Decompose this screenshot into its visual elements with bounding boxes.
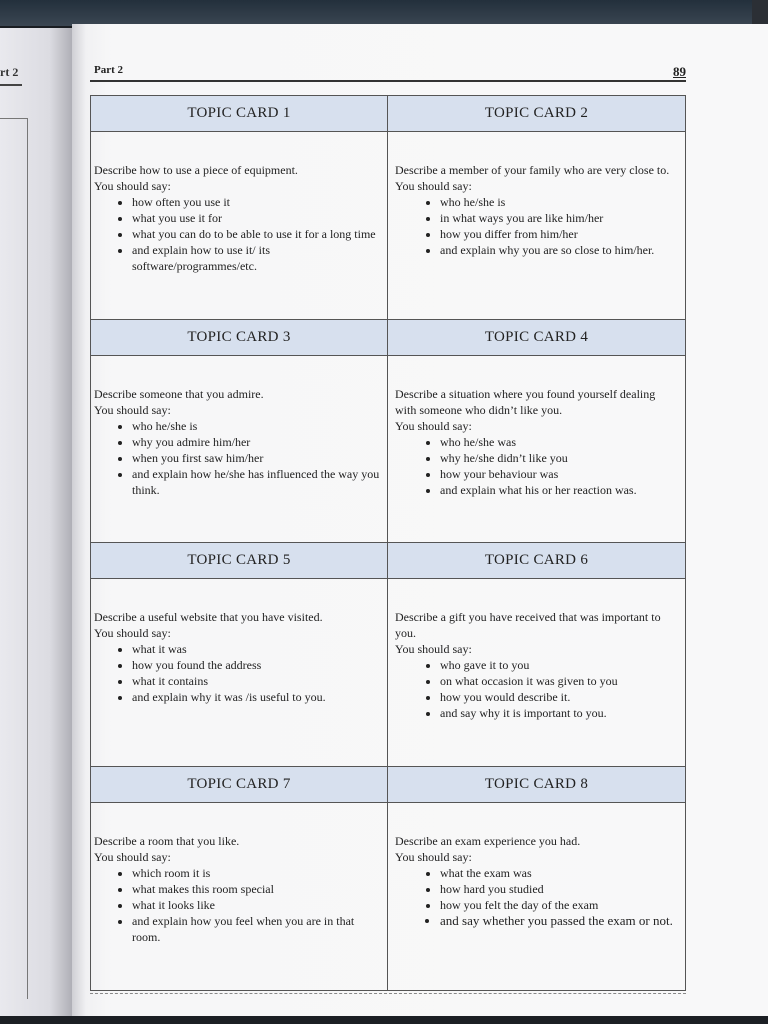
card-body	[388, 803, 685, 929]
card-bullets	[395, 865, 679, 929]
card-say: You should say:	[395, 418, 472, 433]
bullet-item: • when you first saw him/her	[132, 450, 381, 466]
header-rule	[90, 80, 686, 82]
bullet-item: • why he/she didn’t like you	[440, 450, 679, 466]
bullet-item: • why you admire him/her	[132, 434, 381, 450]
bullet-item: • and say why it is important to you.	[440, 705, 679, 721]
card-say: You should say:	[395, 849, 472, 864]
card-bullets	[94, 865, 381, 945]
bullet-item: • what it looks like	[132, 897, 381, 913]
card-say: You should say:	[395, 642, 472, 656]
bullet-item: • who gave it to you	[440, 657, 679, 673]
card-title: TOPIC CARD 7	[91, 767, 387, 803]
card-say: You should say:	[94, 626, 171, 640]
left-page-rule	[0, 84, 22, 86]
bullet-item: • how you felt the day of the exam	[440, 897, 679, 913]
bullet-item: • how you differ from him/her	[440, 226, 679, 242]
left-page-box	[0, 118, 28, 999]
bullet-item: • and say whether you passed the exam or not.	[440, 913, 679, 929]
bullet-item: • how you would describe it.	[440, 689, 679, 705]
card-body	[91, 803, 387, 945]
card-body	[388, 132, 685, 258]
card-bullets	[94, 194, 381, 274]
card-title: TOPIC CARD 2	[388, 96, 685, 132]
bullet-item: • on what occasion it was given to you	[440, 673, 679, 689]
topic-card-3	[91, 320, 388, 544]
card-title: TOPIC CARD 8	[388, 767, 685, 803]
bullet-item: • what you use it for	[132, 210, 381, 226]
bullet-item: • and explain how he/she has influenced the way you think.	[132, 466, 381, 498]
bullet-item: • and explain how you feel when you are in that room.	[132, 913, 381, 945]
bullet-item: • who he/she is	[440, 194, 679, 210]
card-title: TOPIC CARD 5	[91, 543, 387, 579]
bullet-item: • how your behaviour was	[440, 466, 679, 482]
card-say: You should say:	[94, 402, 171, 417]
bullet-item: • how you found the address	[132, 657, 381, 673]
card-bullets	[94, 418, 381, 498]
card-prompt: Describe a member of your family who are very close to.	[395, 163, 670, 177]
card-bullets	[395, 657, 679, 721]
card-bullets	[395, 434, 679, 498]
card-prompt: Describe an exam experience you had.	[395, 833, 581, 848]
top-edge-wedge	[752, 0, 768, 26]
card-body	[91, 132, 387, 274]
bullet-item: • what it contains	[132, 673, 381, 689]
card-prompt: Describe someone that you admire.	[94, 386, 264, 401]
topic-card-1	[91, 96, 388, 320]
card-title: TOPIC CARD 4	[388, 320, 685, 356]
bullet-item: • what the exam was	[440, 865, 679, 881]
card-prompt: Describe a room that you like.	[94, 833, 240, 848]
bullet-item: • what you can do to be able to use it for a long time	[132, 226, 381, 242]
part-label: Part 2	[94, 64, 124, 76]
card-bullets	[395, 194, 679, 258]
card-body	[388, 579, 685, 721]
card-bullets	[94, 641, 381, 705]
card-say: You should say:	[94, 849, 171, 864]
bullet-item: • what makes this room special	[132, 881, 381, 897]
card-prompt: Describe a useful website that you have visited.	[94, 610, 323, 624]
topic-card-8	[388, 767, 685, 991]
bottom-dashed-rule	[90, 993, 686, 994]
card-prompt: Describe a gift you have received that was important to you.	[395, 610, 661, 640]
topic-card-4	[388, 320, 685, 544]
topic-card-grid	[90, 95, 686, 991]
bullet-item: • in what ways you are like him/her	[440, 210, 679, 226]
card-prompt: Describe a situation where you found yourself dealing with someone who didn’t like you.	[395, 386, 656, 417]
topic-card-2	[388, 96, 685, 320]
bullet-item: • who he/she is	[132, 418, 381, 434]
bottom-edge	[0, 1016, 768, 1024]
card-body	[91, 356, 387, 498]
bullet-item: • which room it is	[132, 865, 381, 881]
top-edge	[0, 0, 768, 26]
card-title: TOPIC CARD 6	[388, 543, 685, 579]
card-prompt: Describe how to use a piece of equipment.	[94, 163, 298, 177]
card-say: You should say:	[94, 179, 171, 193]
bullet-item: • and explain what his or her reaction was.	[440, 482, 679, 498]
topic-card-6	[388, 543, 685, 767]
card-say: You should say:	[395, 179, 472, 193]
bullet-item: • and explain how to use it/ its software/programmes/etc.	[132, 242, 381, 274]
bullet-item: • and explain why it was /is useful to you.	[132, 689, 381, 705]
left-page-label: rt 2	[0, 65, 19, 79]
bullet-item: • how hard you studied	[440, 881, 679, 897]
bullet-item: • and explain why you are so close to him/her.	[440, 242, 679, 258]
page-number: 89	[673, 64, 686, 79]
card-title: TOPIC CARD 1	[91, 96, 387, 132]
bullet-item: • who he/she was	[440, 434, 679, 450]
bullet-item: • how often you use it	[132, 194, 381, 210]
left-page	[0, 28, 82, 1024]
card-body	[91, 579, 387, 705]
bullet-item: • what it was	[132, 641, 381, 657]
card-body	[388, 356, 685, 498]
topic-card-7	[91, 767, 388, 991]
card-title: TOPIC CARD 3	[91, 320, 387, 356]
topic-card-5	[91, 543, 388, 767]
